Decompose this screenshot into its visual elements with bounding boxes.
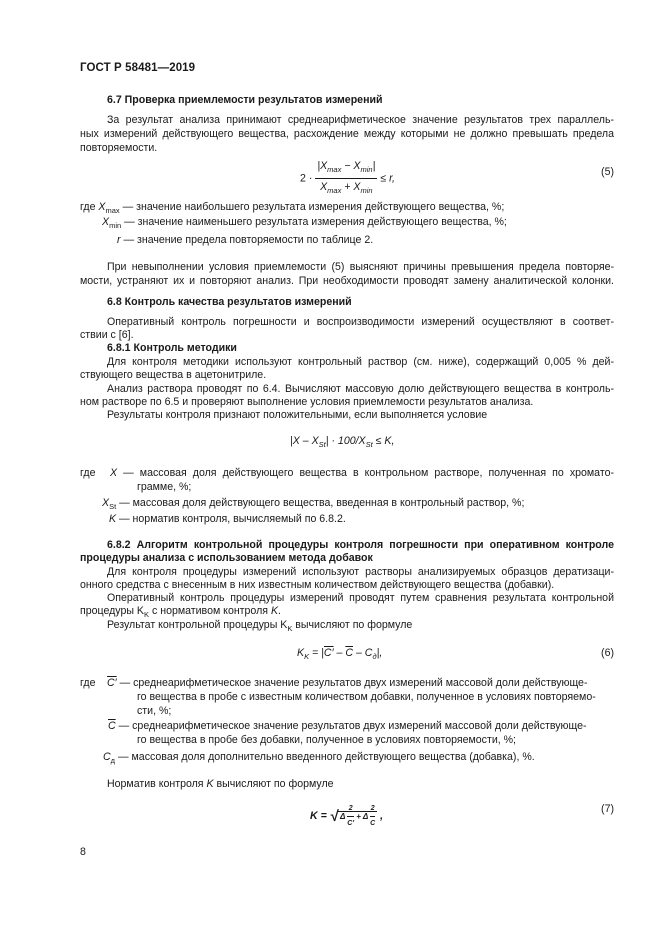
s682-line1: Для контроля процедуры измерений используют растворы анализируемых образцов дератизаци- <box>107 566 614 578</box>
eq5-fraction: $\frac{|X_{max} - X_{min}|}{X_{max} + X_{min}}$ <box>317 160 376 196</box>
s681-line1: Для контроля методики используют контрольный раствор (см. ниже), содержащий 0,005 % дей- <box>107 356 614 368</box>
section-6-8-2-title-line1: 6.8.2 Алгоритм контрольной процедуры контроля погрешности при оперативном контроле <box>107 539 614 551</box>
s682-def-cd: $C_д$ — массовая доля дополнительно введенного действующего вещества (добавка), %. <box>103 751 535 765</box>
eq6-number: (6) <box>601 647 614 659</box>
s67-para1-line2: ных измерений действующего вещества, расхождение между которыми не должно превышать предела <box>80 128 614 140</box>
s682-line3: Оперативный контроль процедуры измерений проводят путем сравнения результата контрольной <box>107 592 614 604</box>
equation-5 <box>300 159 395 198</box>
s681-line5: Результаты контроля признают положительными, если выполняется условие <box>107 409 488 421</box>
s681-line2: ствующего вещества в ацетонитриле. <box>80 369 267 381</box>
s681-line3: Анализ раствора проводят по 6.4. Вычисляют массовую долю действующего вещества в контроль- <box>107 383 614 395</box>
s67-def-xmax: где $X_{max}$ — значение наибольшего результата измерения действующего вещества, %; <box>80 201 505 215</box>
s681-def-x: X — массовая доля действующего вещества в контрольном растворе, полученная по хромато- <box>110 467 614 479</box>
standard-header: ГОСТ Р 58481—2019 <box>80 62 196 74</box>
s68-para1-line1: Оперативный контроль погрешности и воспроизводимости измерений осуществляют в соответ- <box>107 316 614 328</box>
s681-where: где <box>80 467 96 479</box>
page-number: 8 <box>80 846 86 858</box>
s68-para1-line2: ствии с [6]. <box>80 329 134 341</box>
s682-def-cprime-cont2: сти, %; <box>137 705 172 717</box>
control-condition: $|X - X_{St}| \cdot 100/X_{St} \le K$, <box>290 435 395 449</box>
s681-def-xst: $X_{St}$ — массовая доля действующего вещества, введенная в контрольный раствор, %; <box>102 497 525 511</box>
equation-7: K = √ Δ $\frac{2}{C'}$ + Δ $\frac{2}{C}$ , <box>310 802 383 831</box>
s681-def-k: K — норматив контроля, вычисляемый по 6.8.2. <box>109 513 346 525</box>
s681-line4: ном растворе по 6.5 и проверяют выполнение условия приемлемости результатов анализа. <box>80 396 534 408</box>
s67-def-r: r — значение предела повторяемости по таблице 2. <box>117 234 374 246</box>
eq5-number: (5) <box>601 166 614 178</box>
equation-6: $K_K = |C' - \overline{C} - C_д|$, <box>297 647 383 661</box>
s682-def-c-cont: го вещества в пробе без добавки, полученное в условиях повторяемости, %; <box>137 734 516 746</box>
s67-para1-line1: За результат анализа принимают среднеарифметическое значение результатов трех параллель- <box>107 114 614 126</box>
eq5-coef: 2 · <box>300 172 313 185</box>
s682-where: где <box>80 677 96 689</box>
section-6-7-title: 6.7 Проверка приемлемости результатов измерений <box>107 94 383 106</box>
eq7-number: (7) <box>601 803 614 815</box>
s67-para1-line3: повторяемости. <box>80 142 158 154</box>
s67-para2-line2: мости, устраняют их и повторяют анализ. При необходимости проводят замену аналитической колонки. <box>80 275 614 287</box>
s67-def-xmin: $X_{min}$ — значение наименьшего результата измерения действующего вещества, %; <box>102 216 507 230</box>
eq5-rhs: ≤ r, <box>380 172 395 185</box>
section-6-8-2-title-line2: процедуры анализа с использованием метода добавок <box>80 552 373 564</box>
s67-para2-line1: При невыполнении условия приемлемости (5) выясняют причины превышения предела повторяе- <box>107 261 614 273</box>
section-6-8-1-title: 6.8.1 Контроль методики <box>107 342 237 354</box>
section-6-8-title: 6.8 Контроль качества результатов измерений <box>107 296 352 308</box>
s682-def-c: $\overline{C}$ — среднеарифметическое значение результатов двух измерений массовой доли действующе- <box>108 720 587 732</box>
s681-def-x-cont: грамме, %; <box>137 481 192 493</box>
s682-line4: процедуры $K_K$ с нормативом контроля K. <box>80 605 281 619</box>
s682-norm-line: Норматив контроля K вычисляют по формуле <box>107 778 334 790</box>
s682-line5: Результат контрольной процедуры $K_K$ вычисляют по формуле <box>107 619 413 633</box>
s682-line2: онного средства с внесенным в них известным количеством действующего вещества (добавки). <box>80 579 555 591</box>
s682-def-cprime: C′ — среднеарифметическое значение результатов двух измерений массовой доли действующе- <box>107 677 588 689</box>
s682-def-cprime-cont1: го вещества в пробе с известным количеством добавки, полученное в условиях повторяемо- <box>137 691 596 703</box>
